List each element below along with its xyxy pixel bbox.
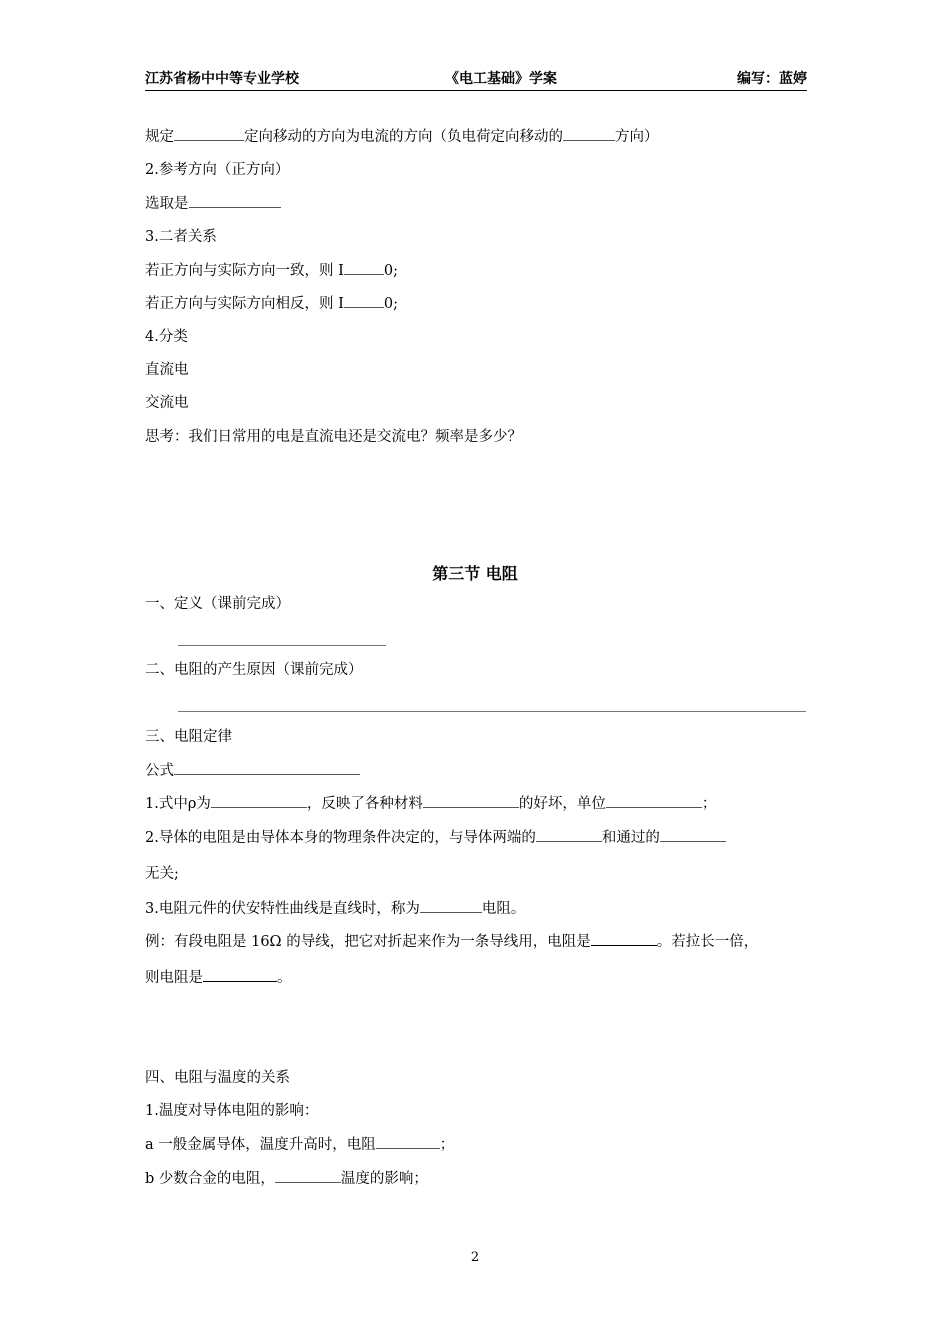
blank[interactable]	[189, 193, 281, 208]
heading-definition: 一、定义（课前完成）	[145, 596, 290, 612]
line-direction: 规定 定向移动的方向为电流的方向（负电荷定向移动的 方向）	[145, 126, 659, 147]
blank[interactable]	[174, 126, 244, 141]
line-ac: 交流电	[145, 395, 189, 411]
line-reference-direction: 2.参考方向（正方向）	[145, 162, 290, 178]
line-metal: a 一般金属导体，温度升高时，电阻 ；	[145, 1134, 454, 1155]
answer-line[interactable]	[178, 645, 386, 646]
heading-temperature: 四、电阻与温度的关系	[145, 1070, 290, 1086]
line-choose: 选取是	[145, 193, 281, 214]
blank[interactable]	[660, 827, 726, 842]
blank[interactable]	[275, 1168, 341, 1183]
line-dc: 直流电	[145, 362, 189, 378]
blank[interactable]	[174, 760, 360, 775]
heading-cause: 二、电阻的产生原因（课前完成）	[145, 662, 363, 678]
line-think: 思考：我们日常用的电是直流电还是交流电？频率是多少？	[145, 429, 522, 445]
blank[interactable]	[376, 1134, 440, 1149]
line-irrelevant: 无关;	[145, 866, 179, 882]
line-formula: 公式	[145, 760, 360, 781]
line-temp-effect: 1.温度对导体电阻的影响：	[145, 1103, 319, 1119]
line-opposite: 若正方向与实际方向相反，则 I 0;	[145, 293, 398, 314]
line-example: 例：有段电阻是 16Ω 的导线，把它对折起来作为一条导线用，电阻是 。若拉长一倍，	[145, 931, 758, 952]
blank[interactable]	[344, 260, 384, 275]
line-resistance-conditions: 2.导体的电阻是由导体本身的物理条件决定的，与导体两端的 和通过的	[145, 827, 726, 848]
header-school: 江苏省杨中中等专业学校	[145, 71, 299, 87]
blank[interactable]	[420, 898, 482, 913]
header-author: 编写：蓝婷	[737, 71, 807, 87]
page-number: 2	[470, 1250, 480, 1265]
heading-law: 三、电阻定律	[145, 729, 232, 745]
blank[interactable]	[203, 967, 277, 982]
blank[interactable]	[563, 126, 615, 141]
blank[interactable]	[591, 931, 657, 946]
answer-line[interactable]	[178, 711, 806, 712]
line-rho: 1.式中ρ为 ，反映了各种材料 的好坏，单位 ；	[145, 793, 716, 814]
section-title: 第三节 电阻	[432, 564, 518, 583]
blank[interactable]	[606, 793, 702, 808]
line-example-cont: 则电阻是 。	[145, 967, 292, 988]
blank[interactable]	[344, 293, 384, 308]
line-same: 若正方向与实际方向一致，则 I 0;	[145, 260, 398, 281]
line-relation: 3.二者关系	[145, 229, 217, 245]
line-linear: 3.电阻元件的伏安特性曲线是直线时，称为 电阻。	[145, 898, 525, 919]
page-header	[145, 66, 807, 91]
blank[interactable]	[536, 827, 602, 842]
line-classify: 4.分类	[145, 329, 188, 345]
blank[interactable]	[211, 793, 307, 808]
line-alloy: b 少数合金的电阻， 温度的影响；	[145, 1168, 428, 1189]
header-course: 《电工基础》学案	[445, 71, 557, 87]
blank[interactable]	[423, 793, 519, 808]
